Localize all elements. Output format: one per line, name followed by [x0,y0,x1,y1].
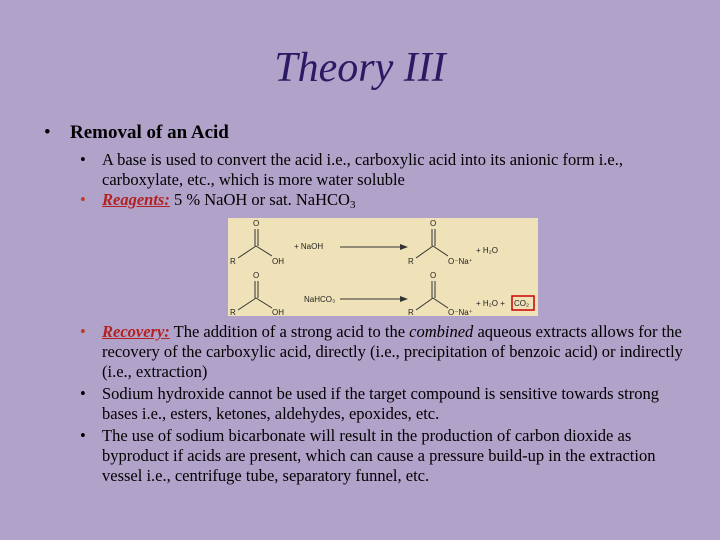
bullet-text: Sodium hydroxide cannot be used if the target compound is sensitive towards strong bases i.e., esters, ketones, aldehydes, epoxides, etc. [102,384,659,423]
r1-product-r: R [408,257,414,266]
r1-reagent: + NaOH [294,242,324,251]
r1-product-bond-o [433,246,448,256]
bullet-icon: • [80,190,86,209]
list-item-recovery [80,322,690,382]
r2-product-o: O [430,271,437,280]
recovery-text-b: aqueous extracts allows for the recovery of the carboxylic acid, directly (i.e., precipitation of benzoic acid) or indirectly (i.e., extraction) [102,322,683,381]
r1-reactant-oh: OH [272,257,284,266]
r1-byproduct: + H₂O [476,246,498,255]
r1-product-bond-r [416,246,433,258]
r2-reactant-bond-oh [256,298,272,308]
list-item-naoh-warning [80,384,690,424]
r2-byproduct-water: + H₂O + [476,299,505,308]
r1-reactant-bond-oh [256,246,272,256]
reagents-subscript: 3 [349,199,356,211]
heading-removal-of-acid [44,120,229,146]
bullet-icon: • [80,150,86,169]
slide-title: Theory III [274,45,446,91]
reagents-text: 5 % NaOH or sat. NaHCO [169,190,350,209]
list-item-nahco3-warning [80,426,690,486]
r1-product-ona: O⁻Na⁺ [448,257,473,266]
r2-reactant-oh: OH [272,308,284,316]
bullet-icon: • [80,322,86,341]
r2-reagent: NaHCO₃ [304,295,336,304]
bullet-icon: • [80,426,86,445]
r2-reactant-o: O [253,271,260,280]
bullet-text: A base is used to convert the acid i.e., carboxylic acid into its anionic form i.e., carboxylate, etc., which is more water soluble [102,150,623,189]
list-item-reagents [80,190,690,210]
bullet-list-top [80,150,690,210]
r2-product-bond-r [416,298,433,310]
recovery-text-a: The addition of a strong acid to the [169,322,410,341]
r2-byproduct-co2: CO₂ [514,299,530,308]
reaction-scheme-svg [228,218,538,316]
r2-arrowhead [400,296,408,302]
r1-reactant-bond-r [238,246,256,258]
r2-product-r: R [408,308,414,316]
r1-reactant-r: R [230,257,236,266]
reagents-label: Reagents: [102,190,170,209]
list-item-base-conversion [80,150,690,190]
r2-product-bond-o [433,298,448,308]
recovery-label: Recovery: [102,322,170,341]
bullet-text: The use of sodium bicarbonate will result in the production of carbon dioxide as byproduct if acids are present, which can cause a pressure build-up in the extraction vessel i.e., centrifuge tube, separatory funnel, etc. [102,426,656,485]
r1-product-o: O [430,219,437,228]
r2-product-ona: O⁻Na⁺ [448,308,473,316]
bullet-icon: • [80,384,86,403]
bullet-icon: • [44,122,51,143]
r2-reactant-r: R [230,308,236,316]
recovery-italic: combined [409,322,474,341]
r2-reactant-bond-r [238,298,256,310]
bullet-list-bottom [80,322,690,486]
r1-reactant-o: O [253,219,260,228]
reaction-scheme-image [228,218,538,316]
heading-text: Removal of an Acid [70,122,229,143]
r1-arrowhead [400,244,408,250]
